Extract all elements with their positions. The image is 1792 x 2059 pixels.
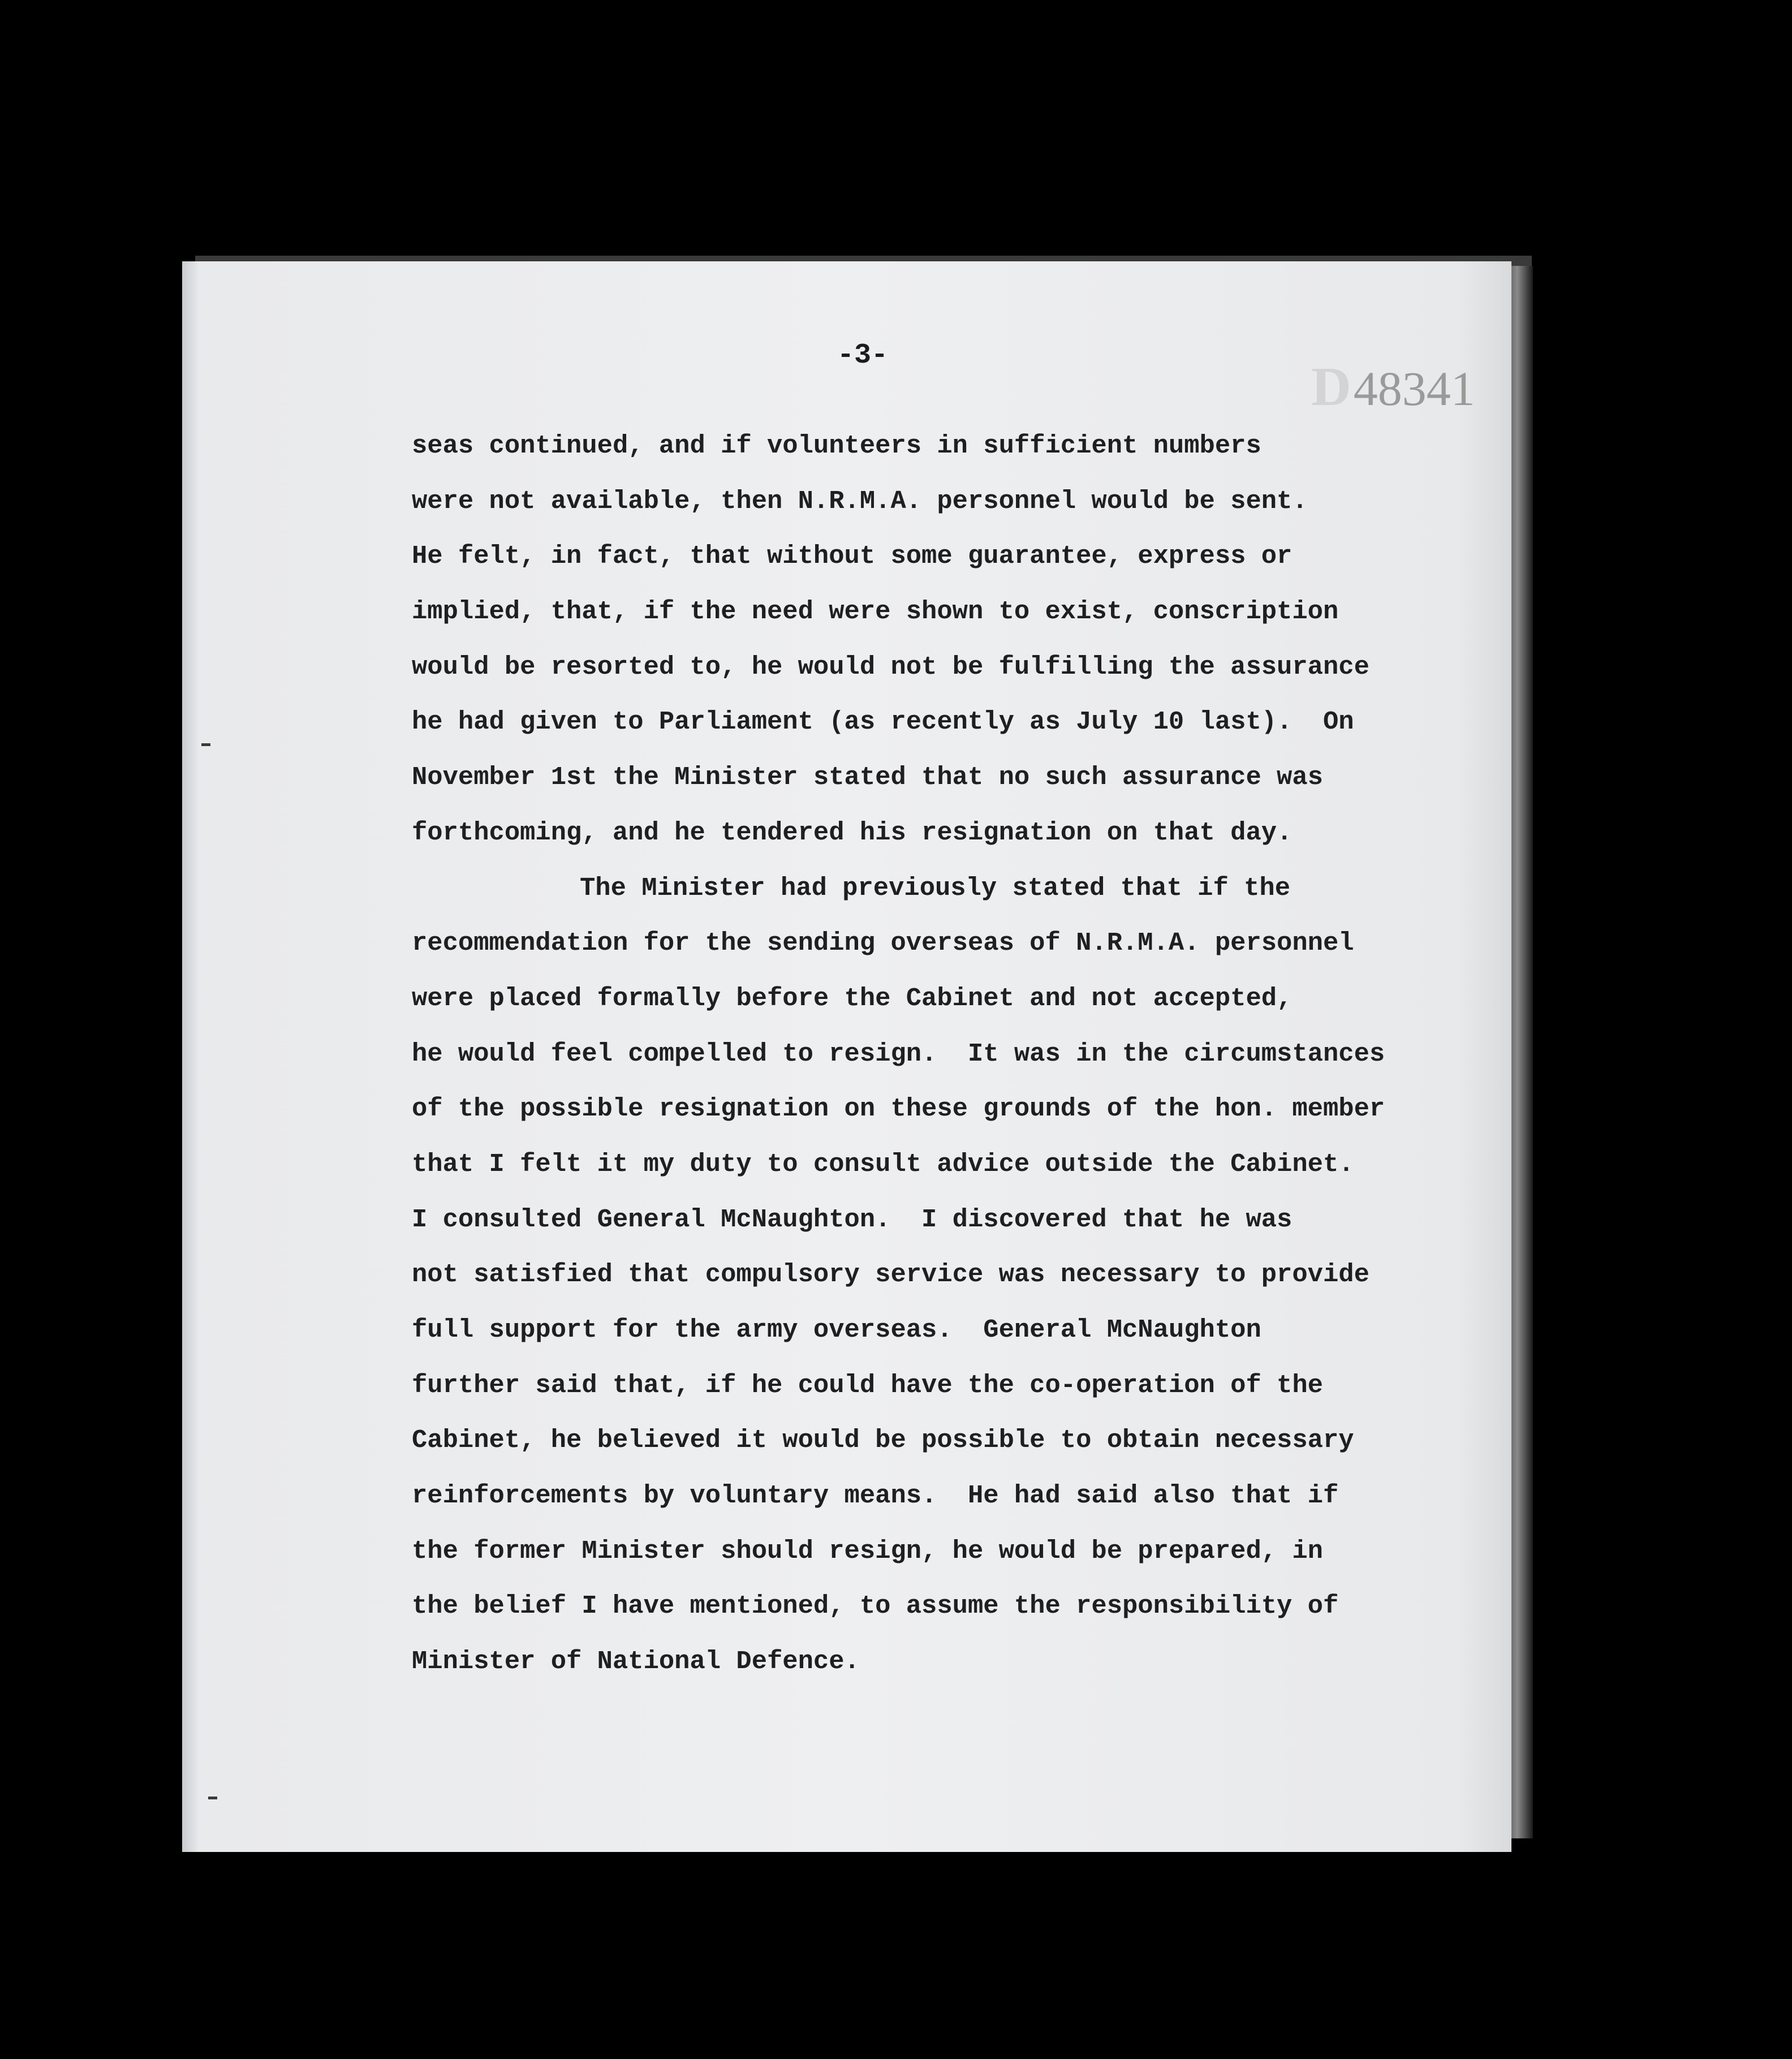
text-line: I consulted General McNaughton. I discovered that he was [412,1204,1293,1234]
text-line: the former Minister should resign, he would be prepared, in [412,1536,1323,1566]
text-line: he had given to Parliament (as recently as July 10 last). On [412,707,1354,737]
margin-mark [208,1797,217,1799]
text-line: He felt, in fact, that without some guarantee, express or [412,541,1293,571]
text-line: seas continued, and if volunteers in sufficient numbers [412,431,1261,460]
text-line: would be resorted to, he would not be fulfilling the assurance [412,652,1369,682]
text-line: implied, that, if the need were shown to exist, conscription [412,597,1339,627]
text-line: not satisfied that compulsory service was necessary to provide [412,1260,1369,1290]
paragraph-start-line: The Minister had previously stated that if the [580,873,1291,903]
text-line: Cabinet, he believed it would be possible to obtain necessary [412,1425,1354,1455]
text-line: he would feel compelled to resign. It was in the circumstances [412,1039,1385,1069]
text-line: Minister of National Defence. [412,1647,860,1677]
body-text [412,429,1464,1700]
text-line: forthcoming, and he tendered his resignation on that day. [412,817,1293,847]
text-line: recommendation for the sending overseas of N.R.M.A. personnel [412,928,1354,958]
text-line: full support for the army overseas. General McNaughton [412,1315,1261,1345]
text-line: the belief I have mentioned, to assume the responsibility of [412,1591,1339,1621]
text-line: November 1st the Minister stated that no such assurance was [412,763,1323,792]
document-id-number: 48341 [1353,361,1475,416]
text-line: were placed formally before the Cabinet and not accepted, [412,983,1293,1013]
text-line: that I felt it my duty to consult advice outside the Cabinet. [412,1149,1354,1179]
document-id-stamp [1311,355,1475,419]
text-line: of the possible resignation on these grounds of the hon. member [412,1094,1385,1124]
text-line: were not available, then N.R.M.A. personnel would be sent. [412,486,1308,516]
text-line: further said that, if he could have the co-operation of the [412,1370,1323,1400]
text-line: reinforcements by voluntary means. He had said also that if [412,1481,1339,1511]
margin-mark [201,743,210,746]
document-id-prefix: D [1311,356,1351,417]
page-number: -3- [837,339,889,372]
